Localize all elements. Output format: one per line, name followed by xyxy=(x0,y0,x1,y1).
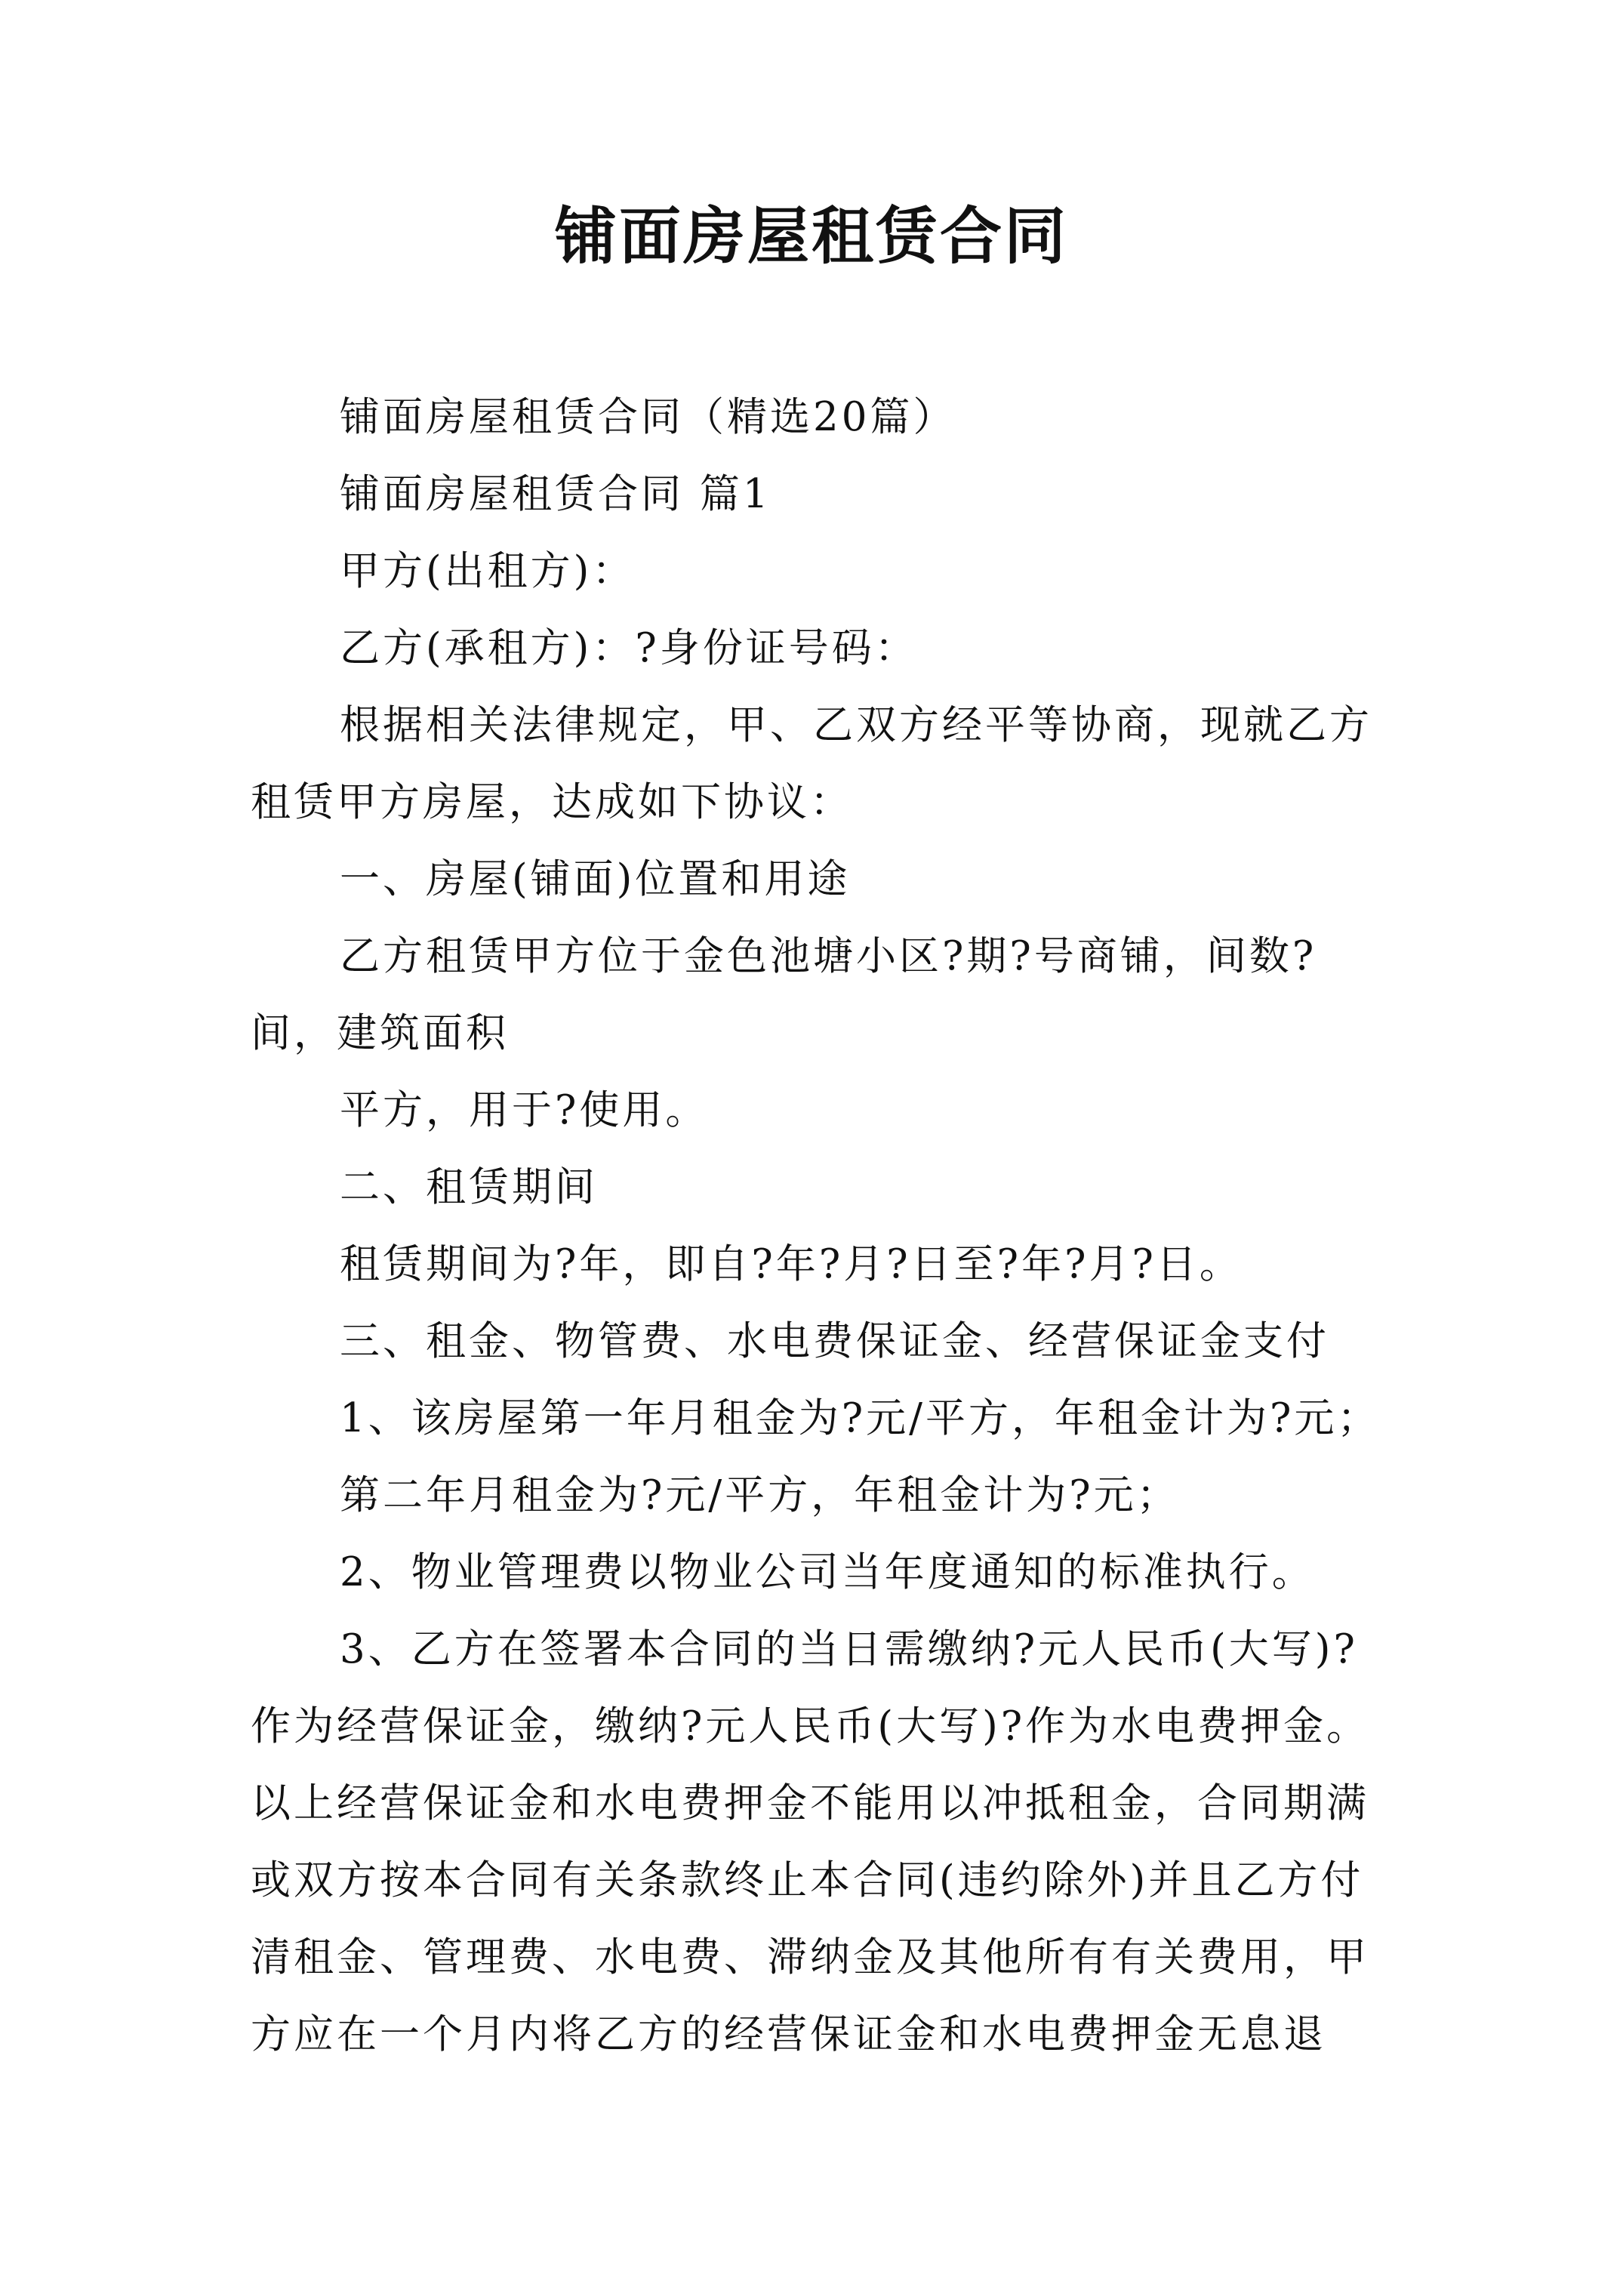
paragraph-subtitle: 铺面房屋租赁合同（精选20篇） xyxy=(340,394,956,440)
paragraph-clause-3-heading: 三、租金、物管费、水电费保证金、经营保证金支付 xyxy=(340,1318,1329,1364)
paragraph-clause-3-item-2: 2、物业管理费以物业公司当年度通知的标准执行。 xyxy=(340,1549,1315,1595)
paragraph-party-b: 乙方(承租方)：?身份证号码： xyxy=(340,625,918,671)
paragraph-clause-3-item-1b: 第二年月租金为?元/平方，年租金计为?元； xyxy=(340,1472,1180,1518)
paragraph-preamble: 根据相关法律规定，甲、乙双方经平等协商，现就乙方租赁甲方房屋，达成如下协议： xyxy=(251,702,1372,825)
paragraph-party-a: 甲方(出租方)： xyxy=(340,548,636,594)
paragraph-clause-1-area: 平方，用于?使用。 xyxy=(340,1087,709,1133)
paragraph-clause-1-heading: 一、房屋(铺面)位置和用途 xyxy=(340,856,851,902)
paragraph-clause-3-item-1: 1、该房屋第一年月租金为?元/平方，年租金计为?元； xyxy=(340,1395,1381,1441)
document-body xyxy=(251,379,1390,2073)
paragraph-clause-2-heading: 二、租赁期间 xyxy=(340,1164,598,1210)
paragraph-clause-3-item-3: 3、乙方在签署本合同的当日需缴纳?元人民币(大写)?作为经营保证金，缴纳?元人民币(大写)?作为水电费押金。以上经营保证金和水电费押金不能用以冲抵租金，合同期满或双方按本合同有关条款终止本合同(违约除外)并且乙方付清租金、管理费、水电费、滞纳金及其他所有有关费用，甲方应在一个月内将乙方的经营保证金和水电费押金无息退 xyxy=(251,1626,1370,2057)
document-title: 铺面房屋租赁合同 xyxy=(554,200,1068,273)
paragraph-clause-1-location: 乙方租赁甲方位于金色池塘小区?期?号商铺，间数?间，建筑面积 xyxy=(251,933,1317,1056)
paragraph-section-heading: 铺面房屋租赁合同 篇1 xyxy=(340,471,771,517)
paragraph-clause-2-term: 租赁期间为?年，即自?年?月?日至?年?月?日。 xyxy=(340,1241,1243,1287)
